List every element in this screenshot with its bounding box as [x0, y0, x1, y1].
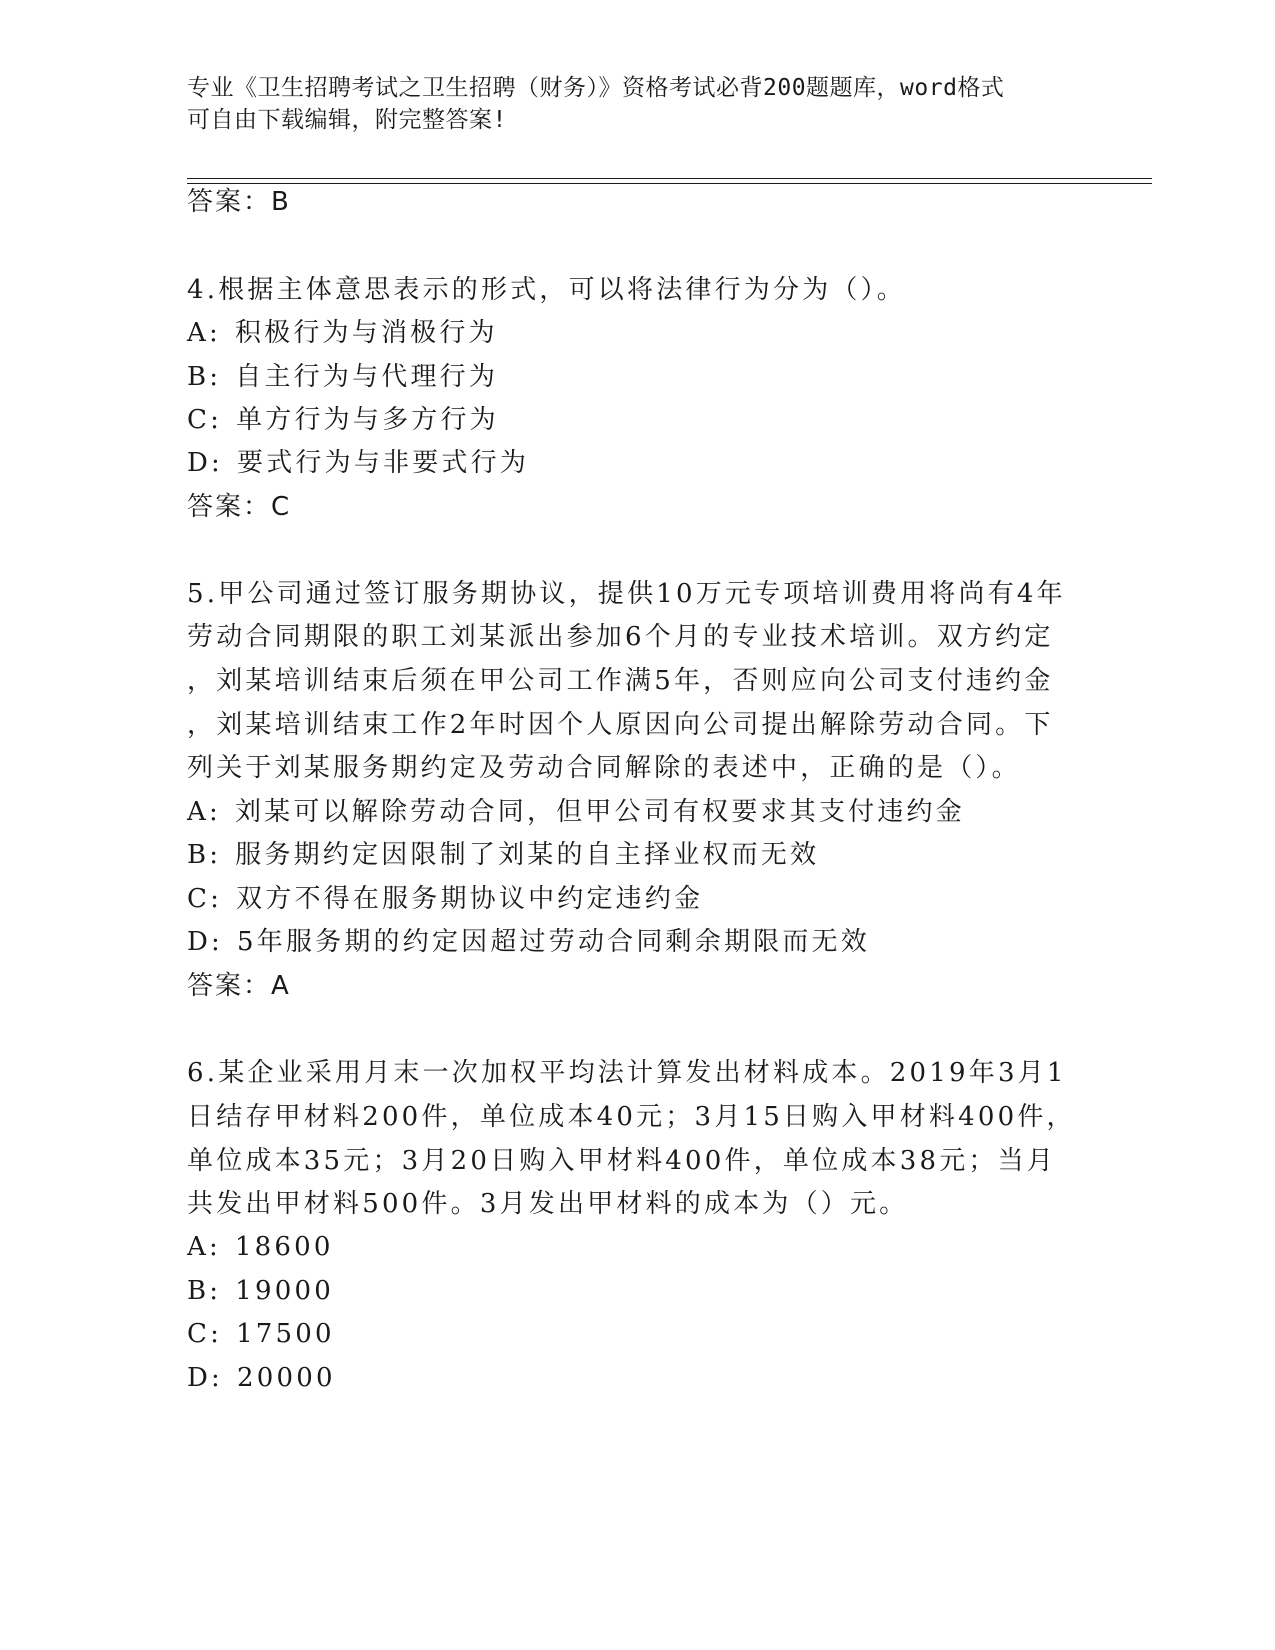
option-text: 17500 — [236, 1319, 335, 1349]
option-letter: B: — [187, 840, 222, 870]
option-letter: A: — [187, 1232, 221, 1262]
option-letter: D: — [187, 1363, 224, 1393]
question-stem: 日结存甲材料200件，单位成本40元；3月15日购入甲材料400件， — [187, 1102, 1076, 1132]
question-stem: 单位成本35元；3月20日购入甲材料400件，单位成本38元；当月 — [187, 1146, 1057, 1176]
question-stem: 4.根据主体意思表示的形式，可以将法律行为分为（）。 — [187, 275, 907, 305]
option-letter: B: — [187, 1276, 222, 1306]
option-letter: B: — [187, 362, 222, 392]
option-text: 单方行为与多方行为 — [236, 405, 499, 435]
question-stem: 5.甲公司通过签订服务期协议，提供10万元专项培训费用将尚有4年 — [187, 579, 1066, 609]
question-stem: ，刘某培训结束后须在甲公司工作满5年，否则应向公司支付违约金 — [187, 666, 1054, 696]
option-d — [187, 1362, 336, 1394]
option-text: 19000 — [235, 1276, 334, 1306]
question-stem: 列关于刘某服务期约定及劳动合同解除的表述中，正确的是（）。 — [187, 753, 1021, 783]
option-text: 自主行为与代理行为 — [235, 362, 499, 392]
answer-line — [187, 491, 291, 523]
option-a — [187, 796, 965, 828]
option-text: 要式行为与非要式行为 — [237, 448, 530, 478]
option-b — [187, 361, 498, 393]
option-letter: A: — [187, 318, 221, 348]
question-stem: 共发出甲材料500件。3月发出甲材料的成本为（）元。 — [187, 1189, 909, 1219]
option-text: 服务期约定因限制了刘某的自主择业权而无效 — [235, 840, 820, 870]
answer-line — [187, 970, 291, 1002]
answer-value: A — [271, 971, 291, 1001]
document-header — [187, 72, 1067, 136]
option-a — [187, 1231, 334, 1263]
option-letter: D: — [187, 927, 224, 957]
option-letter: C: — [187, 1319, 223, 1349]
option-c — [187, 1318, 335, 1350]
option-letter: C: — [187, 884, 223, 914]
option-text: 双方不得在服务期协议中约定违约金 — [236, 884, 704, 914]
answer-label: 答案： — [187, 971, 272, 1001]
option-c — [187, 883, 703, 915]
header-line-1: 专业《卫生招聘考试之卫生招聘（财务）》资格考试必背200题题库，word格式 — [187, 75, 1005, 101]
question-stem: ，刘某培训结束工作2年时因个人原因向公司提出解除劳动合同。下 — [187, 710, 1054, 740]
option-c — [187, 404, 499, 436]
answer-value: C — [271, 492, 292, 522]
option-d — [187, 447, 529, 479]
question-stem: 劳动合同期限的职工刘某派出参加6个月的专业技术培训。双方约定 — [187, 622, 1054, 652]
header-line-2: 可自由下载编辑，附完整答案! — [187, 107, 507, 133]
answer-label: 答案： — [187, 492, 272, 522]
option-text: 20000 — [237, 1363, 336, 1393]
option-letter: A: — [187, 797, 221, 827]
option-a — [187, 317, 498, 349]
header-divider-bottom — [187, 183, 1152, 184]
answer-line — [187, 186, 291, 218]
option-text: 刘某可以解除劳动合同，但甲公司有权要求其支付违约金 — [234, 797, 965, 827]
option-text: 18600 — [234, 1232, 334, 1262]
answer-value: B — [271, 187, 291, 217]
question-stem: 6.某企业采用月末一次加权平均法计算发出材料成本。2019年3月1 — [187, 1058, 1067, 1088]
option-letter: C: — [187, 405, 223, 435]
option-text: 5年服务期的约定因超过劳动合同剩余期限而无效 — [237, 927, 870, 957]
option-letter: D: — [187, 448, 224, 478]
option-b — [187, 839, 819, 871]
header-divider-top — [187, 178, 1152, 179]
answer-label: 答案： — [187, 187, 272, 217]
option-d — [187, 926, 870, 958]
option-b — [187, 1275, 334, 1307]
option-text: 积极行为与消极行为 — [234, 318, 498, 348]
